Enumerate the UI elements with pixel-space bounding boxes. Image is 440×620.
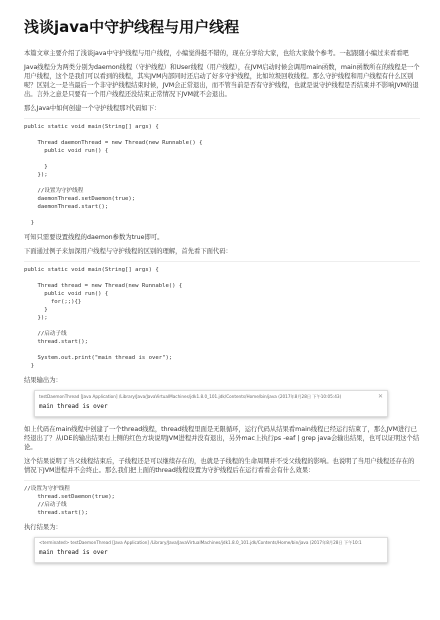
console-header-text: <terminated> testDaemonThread [Java Application] /Library/Java/JavaVirtualMachines/jdk1.8.0_101.jdk/Contents/Home/bin/java (2017年8月28日 下午10:1 bbox=[39, 540, 362, 545]
page-title: 浅谈java中守护线程与用户线程 bbox=[24, 18, 240, 36]
paragraph-6: 如上代码在main线程中创建了一个thread线程，thread线程里面是无限循环，运行代码从结果看main线程已经运行结束了，那么JVM进行已经退出了？从IDE的输出结果右上侧的红色方块说明JVM进程并没有退出，另外mac上执行ps -eaf | grep java会输出结果，也可以证明这个结论。 bbox=[24, 426, 420, 451]
console-header bbox=[35, 538, 387, 548]
code-block-1: public static void main(String[] args) { Thread daemonThread = new Thread(new Runnable() { public void run() { } }); //设置为守护线程 daemonThread.setDaemon(true); daemonThread.start(); } bbox=[24, 118, 420, 227]
paragraph-2: 那么Java中如何创建一个守护线程那?代码如下： bbox=[24, 105, 161, 112]
console-header bbox=[35, 391, 387, 402]
console-header-text: testDaemonThread [Java Application] /Library/Java/JavaVirtualMachines/jdk1.8.0_101.jdk/Contents/Home/bin/java (2017年8月28日 下午10:05:43) bbox=[39, 393, 342, 399]
console-screenshot-1 bbox=[34, 390, 388, 417]
paragraph-7: 这个结果说明了当父线程结束后，子线程还是可以继续存在的，也就是子线程的生命周期并不受父线程的影响。也说明了当用户线程还存在的情况下JVM进程并不会终止。那么我们把上面的thread线程设置为守护线程后在运行看看会有什么效果： bbox=[24, 458, 415, 474]
article bbox=[24, 14, 420, 571]
console-output: main thread is over bbox=[39, 403, 108, 410]
paragraph-3: 可知只需要设置线程的daemon参数为true即可。 bbox=[24, 234, 164, 241]
code-block-2: public static void main(String[] args) { Thread thread = new Thread(new Runnable() { public void run() { for(;;){} } }); //启动子线 thread.start(); System.out.print("main thread is over"); } bbox=[24, 261, 420, 370]
console-output: main thread is over bbox=[39, 549, 108, 556]
paragraph-5: 结果输出为： bbox=[24, 377, 62, 384]
console-screenshot-2 bbox=[34, 537, 388, 563]
close-icon: ✕ bbox=[377, 393, 383, 400]
intro-paragraph: 本篇文章主要介绍了浅谈java中守护线程与用户线程，小编觉得挺不错的，现在分享给大家，也给大家做个参考。一起跟随小编过来看看吧 bbox=[24, 50, 409, 57]
paragraph-1: Java线程分为两类分别为daemon线程（守护线程）和User线程（用户线程），在JVM启动时候会调用main函数，main函数所在的线程是一个用户线程，这个是我们可以看到的线程，其实JVM内部同时还启动了好多守护线程，比如垃圾回收线程。那么守护线程和用户线程有什么区别呢？区别之一是当最后一个非守护线程结束时候，JVM会正常退出，而不管当前是否有守护线程，也就是说守护线程是否结束并不影响JVM的退出。言外之意是只要有一个用户线程还没结束正常情况下JVM就不会退出。 bbox=[24, 64, 420, 98]
code-block-3: //设置为守护线程 thread.setDaemon(true); //启动子线 thread.start(); bbox=[24, 480, 420, 517]
paragraph-4: 下面通过例子来加深用户线程与守护线程的区别的理解，首先看下面代码： bbox=[24, 248, 232, 255]
paragraph-8: 执行结果为： bbox=[24, 524, 62, 531]
